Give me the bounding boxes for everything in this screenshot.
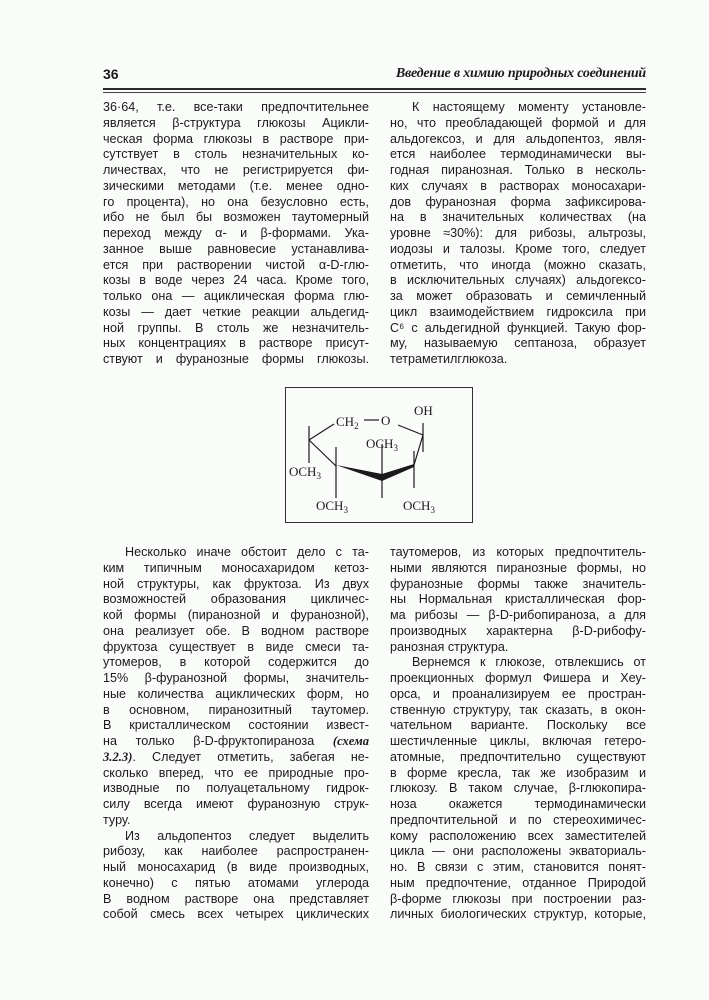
text-line: конечно) с пятью атомами углерода: [103, 875, 369, 890]
running-title: Введение в химию природных соединений: [395, 66, 646, 81]
right-column-top: [390, 100, 646, 368]
text-line: только она — ациклическая форма глю-: [103, 289, 369, 303]
label-ring-oxygen: O: [381, 413, 391, 428]
text-line: ма рибозы — β-D-рибопираноза, а для: [390, 608, 646, 622]
text-line: уровне ≈30%): для рибозы, альтрозы,: [390, 226, 646, 240]
text-line: му, называемую септаноза, образует: [390, 336, 646, 351]
label-ch2: $CH_2$: [336, 414, 359, 431]
text-line: но, что преобладающей формой и для: [390, 115, 646, 130]
right-column-bottom: [390, 545, 646, 923]
text-line: предпочтительной и по стереохимичес-: [390, 812, 646, 827]
scheme-reference: (схема: [332, 734, 369, 748]
text-line: 36·64, т.е. все-таки предпочтительнее: [103, 100, 369, 114]
text-line: орса, и проанализируем ее простран-: [390, 686, 646, 701]
text-line: зическими методами (т.е. менее одно-: [103, 178, 369, 193]
text-line: ется наиболее термодинамически вы-: [390, 147, 646, 162]
text-line: изводные по полуацетальному гидрок-: [103, 781, 369, 796]
text-line: фруктоза существует в виде смеси та-: [103, 639, 369, 654]
text-line: на в значительных количествах (на: [390, 210, 646, 225]
text-line: в форме кресла, так же изобразим и: [390, 765, 646, 780]
text-line: ный моносахарид (в виде производных,: [103, 860, 369, 874]
chemical-structure-figure: [285, 387, 473, 523]
text-line: собой смесь всех четырех циклических: [103, 907, 369, 922]
text-line: ноза окажется термодинамически: [390, 797, 646, 811]
text-line: в основном, пиранозитный таутомер.: [103, 702, 369, 717]
scheme-reference: 3.2.3): [103, 749, 133, 764]
text-line: рибозу, как наиболее распространен-: [103, 844, 369, 859]
text-line: она реализует обе. В водном растворе: [103, 623, 369, 638]
text-line: ной структуры, как фруктоза. Из двух: [103, 576, 369, 591]
left-column-bottom: [103, 545, 369, 923]
text-line: глюкозу. В таком случае, β-глюкопира-: [390, 781, 646, 796]
text-line: за может образовать и семичленный: [390, 289, 646, 303]
text-line-with-scheme-ref: 3.2.3). Следует отметить, забегая не-: [103, 749, 369, 764]
text-line: козы в воде через 24 часа. Кроме того,: [103, 273, 369, 288]
text-line: личествах, что не регистрируется фи-: [103, 163, 369, 177]
text-line: тетраметилглюкоза.: [390, 352, 508, 366]
text-line: силу всегда имеют фуранозную струк-: [103, 797, 369, 811]
text-line: Вернемся к глюкозе, отвлекшись от: [412, 655, 646, 670]
text-line: козы — дает четкие реакции альдегид-: [103, 304, 369, 319]
text-line: ственную структуру, так сказать, в окон-: [390, 702, 646, 717]
text-line: В кристаллическом состоянии извест-: [103, 718, 369, 733]
text-line: ствуют и фуранозные формы глюкозы.: [103, 352, 369, 366]
text-line: Несколько иначе обстоит дело с та-: [125, 545, 369, 559]
text-line: ным предпочтение, отданное Природой: [390, 875, 646, 890]
text-line: фуранозные формы также значитель-: [390, 576, 646, 591]
text-line: ные количества ациклических форм, но: [103, 686, 369, 701]
text-line: ной группы. В столь же незначитель-: [103, 320, 369, 335]
header-rule-thick: [103, 88, 646, 90]
text-line: чательном варианте. Поскольку все: [390, 718, 646, 733]
text-line: C⁶ с альдегидной функцией. Такую фор-: [390, 320, 646, 335]
text-line: кому расположению всех заместителей: [390, 828, 646, 843]
header-rule-thin: [103, 92, 646, 93]
text-line: ким типичным моносахаридом кетоз-: [103, 560, 369, 575]
text-line: ранозная структура.: [390, 639, 509, 654]
text-line: возможностей образования цикличес-: [103, 592, 369, 607]
text-line: но. В связи с этим, становится понят-: [390, 860, 646, 874]
text-line: является β-структура глюкозы Ацикли-: [103, 115, 369, 130]
text-line: ных концентрациях в растворе присут-: [103, 336, 369, 351]
text-line: в исключительных случаях) альдогексо-: [390, 273, 646, 288]
text-line: проекционных формул Фишера и Хеу-: [390, 671, 646, 685]
page-header: [103, 66, 646, 86]
text-line: ется при растворении чистой α-D-глю-: [103, 257, 369, 272]
label-och3-bottom-left: $OCH_3$: [316, 498, 348, 515]
text-line: цикл взаимодействием гидроксила при: [390, 304, 646, 319]
text-line-with-scheme-ref: на только β-D-фруктопираноза (схема: [103, 734, 369, 748]
text-line: занное выше равновесие устанавлива-: [103, 241, 369, 256]
text-line: ными являются пиранозные формы, но: [390, 560, 646, 575]
label-och3-top: $OCH_3$: [366, 436, 398, 453]
text-line: β-форме глюкозы при построении раз-: [390, 891, 646, 906]
label-och3-bottom-right: $OCH_3$: [403, 498, 435, 515]
text-line: Из альдопентоз следует выделить: [125, 828, 369, 843]
text-line: го процента), но она безусловно есть,: [103, 194, 369, 209]
text-line: годная пиранозная. Только в несколь-: [390, 163, 646, 177]
text-line: атомные, предпочтительно существуют: [390, 749, 646, 764]
text-line: В водном растворе она представляет: [103, 891, 369, 906]
text-line: ческая форма глюкозы в растворе при-: [103, 131, 369, 146]
text-line: отметить, что иногда (можно сказать,: [390, 257, 646, 272]
text-line: 15% β-фуранозной формы, значитель-: [103, 671, 369, 685]
text-line: ибо не был бы возможен таутомерный: [103, 210, 369, 225]
text-line: сколько вперед, что ее природные про-: [103, 765, 369, 780]
text-line: цикла — они расположены экваториаль-: [390, 844, 646, 859]
text-line: таутомеров, из которых предпочтитель-: [390, 545, 646, 559]
text-line: утомеров, в которой содержится до: [103, 655, 369, 670]
text-line: сутствует в столь незначительных ко-: [103, 147, 369, 162]
text-line: кой формы (пиранозной и фуранозной),: [103, 608, 369, 622]
text-line: производных характерна β-D-рибофу-: [390, 623, 646, 638]
septanose-structure-drawing: [286, 388, 474, 524]
text-line: ких случаях в растворах моносахари-: [390, 178, 646, 193]
text-line: дов фуранозная форма зафиксирова-: [390, 194, 646, 209]
text-line: переход между α- и β-формами. Ука-: [103, 226, 369, 240]
text-line: ны Нормальная кристаллическая фор-: [390, 592, 646, 607]
label-och3-left: $OCH_3$: [289, 464, 321, 481]
page-number: 36: [103, 66, 119, 82]
text-line: иодозы и талозы. Кроме того, следует: [390, 241, 646, 256]
text-line: шестичленные циклы, включая гетеро-: [390, 734, 646, 748]
text-line: личных биологических структур, которые,: [390, 907, 646, 922]
text-line: туру.: [103, 812, 131, 827]
text-line: альдогексоз, и для альдопентоз, явля-: [390, 131, 646, 146]
text-line: К настоящему моменту установле-: [412, 100, 646, 114]
label-hydroxyl: OH: [414, 403, 433, 418]
left-column-top: [103, 100, 369, 368]
